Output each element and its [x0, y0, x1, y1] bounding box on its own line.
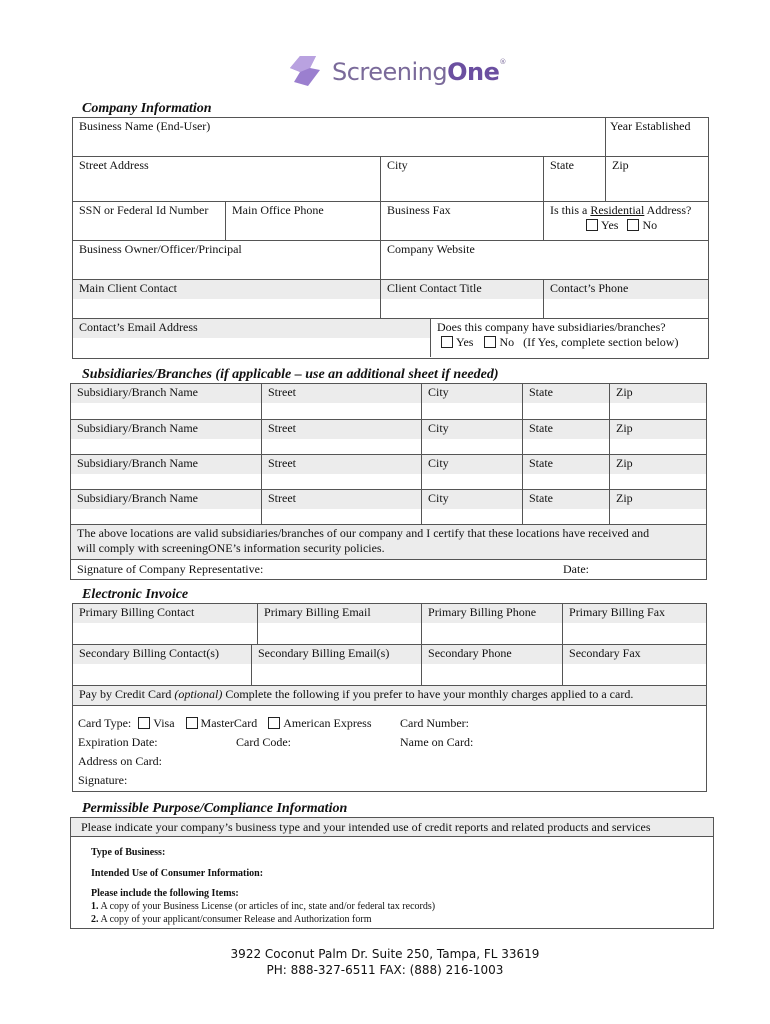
subsidiary-row	[71, 420, 707, 455]
subsidiary-zip-field[interactable]	[610, 490, 707, 525]
subsidiary-row	[71, 490, 707, 525]
business-fax-label: Business Fax	[387, 203, 451, 217]
subsidiaries-no-checkbox[interactable]	[484, 336, 496, 348]
subsidiary-state-field[interactable]	[523, 490, 610, 525]
include-item-2-number: 2.	[91, 914, 99, 925]
subsidiary-name-field[interactable]	[71, 384, 262, 420]
secondary-billing-email-label: Secondary Billing Email(s)	[252, 645, 421, 664]
subsidiary-name-field[interactable]	[71, 490, 262, 525]
subsidiary-zip-field[interactable]	[610, 420, 707, 455]
subsidiary-street-label: Street	[262, 384, 421, 403]
intended-use-label[interactable]: Intended Use of Consumer Information:	[91, 868, 264, 879]
subsidiary-name-label: Subsidiary/Branch Name	[71, 420, 261, 439]
subsidiary-name-label: Subsidiary/Branch Name	[71, 490, 261, 509]
compliance-intro: Please indicate your company’s business type and your intended use of credit reports and related products and services	[71, 818, 713, 837]
primary-billing-email-field[interactable]	[258, 604, 422, 645]
primary-billing-fax-field[interactable]	[563, 604, 707, 645]
secondary-phone-label: Secondary Phone	[422, 645, 562, 664]
subsidiary-state-field[interactable]	[523, 420, 610, 455]
logo-wordmark: ScreeningOne®	[332, 58, 506, 86]
subsidiary-zip-label: Zip	[610, 384, 706, 403]
state-label: State	[550, 158, 574, 172]
subsidiaries-options	[441, 335, 678, 350]
contact-phone-label: Contact’s Phone	[544, 280, 708, 299]
subsidiary-state-label: State	[523, 420, 609, 439]
contact-title-label: Client Contact Title	[381, 280, 543, 299]
subsidiary-city-field[interactable]	[422, 455, 523, 490]
main-phone-label: Main Office Phone	[232, 203, 324, 217]
primary-billing-fax-label: Primary Billing Fax	[563, 604, 706, 623]
credit-card-instructions	[73, 686, 707, 706]
main-contact-label: Main Client Contact	[73, 280, 380, 299]
subsidiary-name-field[interactable]	[71, 455, 262, 490]
subsidiary-city-field[interactable]	[422, 420, 523, 455]
secondary-fax-label: Secondary Fax	[563, 645, 706, 664]
subsidiary-state-label: State	[523, 455, 609, 474]
subsidiary-zip-label: Zip	[610, 455, 706, 474]
subsidiary-row	[71, 455, 707, 490]
include-item-1-text: A copy of your Business License (or articles of inc, state and/or federal tax records)	[100, 901, 436, 912]
company-logo	[286, 50, 506, 94]
secondary-billing-contact-field[interactable]	[73, 645, 252, 686]
certification-line-2: will comply with screeningONE’s information security policies.	[77, 541, 385, 555]
include-item-2	[91, 914, 372, 925]
subsidiary-state-label: State	[523, 384, 609, 403]
subsidiary-name-label: Subsidiary/Branch Name	[71, 384, 261, 403]
amex-checkbox[interactable]	[268, 717, 280, 729]
subsidiary-zip-field[interactable]	[610, 384, 707, 420]
company-info-title: Company Information	[82, 101, 212, 116]
year-established-field[interactable]	[606, 118, 709, 157]
pay-by-card-label: Pay by Credit Card	[79, 687, 175, 701]
owner-label: Business Owner/Officer/Principal	[79, 242, 242, 256]
residential-yes-label: Yes	[601, 218, 619, 232]
business-name-field[interactable]	[73, 118, 606, 157]
residential-yes-checkbox[interactable]	[586, 219, 598, 231]
type-of-business-label[interactable]: Type of Business:	[91, 847, 166, 858]
mastercard-label: MasterCard	[200, 716, 258, 730]
pay-by-card-note: Complete the following if you prefer to have your monthly charges applied to a card.	[222, 687, 634, 701]
footer-phone: PH: 888-327-6511 FAX: (888) 216-1003	[266, 963, 504, 977]
visa-label: Visa	[153, 716, 175, 730]
street-address-field[interactable]	[73, 157, 381, 202]
subsidiary-city-label: City	[422, 384, 522, 403]
subsidiary-state-field[interactable]	[523, 455, 610, 490]
card-code-label[interactable]: Card Code:	[236, 735, 291, 749]
card-number-label[interactable]: Card Number:	[400, 716, 469, 730]
include-items-heading: Please include the following Items:	[91, 888, 239, 899]
representative-signature-field[interactable]	[71, 560, 707, 580]
subsidiaries-yes-label: Yes	[456, 335, 474, 349]
zip-field[interactable]	[606, 157, 709, 202]
include-item-1-number: 1.	[91, 901, 99, 912]
subsidiary-city-field[interactable]	[422, 490, 523, 525]
company-info-table	[72, 117, 709, 359]
secondary-billing-email-field[interactable]	[252, 645, 422, 686]
subsidiary-street-field[interactable]	[262, 420, 422, 455]
residential-no-checkbox[interactable]	[627, 219, 639, 231]
credit-card-details	[73, 706, 707, 792]
subsidiary-street-field[interactable]	[262, 490, 422, 525]
residential-address-field	[544, 202, 709, 241]
certification-line-1: The above locations are valid subsidiaries/branches of our company and I certify that these locations have received and	[77, 526, 650, 540]
certification-text	[71, 525, 707, 560]
subsidiary-city-field[interactable]	[422, 384, 523, 420]
website-field[interactable]	[381, 241, 709, 280]
compliance-box	[70, 817, 714, 929]
card-type-label: Card Type:	[78, 716, 132, 730]
contact-title-field[interactable]	[381, 280, 544, 319]
owner-field[interactable]	[73, 241, 381, 280]
screeningone-logo-icon	[286, 52, 326, 92]
optional-label: (optional)	[174, 687, 223, 701]
ssn-label: SSN or Federal Id Number	[79, 203, 209, 217]
main-phone-field[interactable]	[226, 202, 381, 241]
ssn-field[interactable]	[73, 202, 226, 241]
include-item-1	[91, 901, 435, 912]
contact-email-label: Contact’s Email Address	[73, 319, 430, 338]
residential-no-label: No	[642, 218, 658, 232]
address-on-card-label[interactable]: Address on Card:	[78, 754, 162, 768]
secondary-phone-field[interactable]	[422, 645, 563, 686]
subsidiary-street-field[interactable]	[262, 455, 422, 490]
card-type-row	[78, 716, 372, 731]
subsidiaries-title: Subsidiaries/Branches (if applicable – use an additional sheet if needed)	[82, 367, 499, 382]
invoice-table	[72, 603, 707, 792]
primary-billing-phone-field[interactable]	[422, 604, 563, 645]
business-name-label: Business Name (End-User)	[79, 119, 211, 133]
mastercard-checkbox[interactable]	[186, 717, 198, 729]
business-fax-field[interactable]	[381, 202, 544, 241]
residential-word: Residential	[590, 203, 645, 217]
primary-billing-contact-field[interactable]	[73, 604, 258, 645]
subsidiary-zip-field[interactable]	[610, 455, 707, 490]
zip-label: Zip	[612, 158, 629, 172]
subsidiaries-yes-checkbox[interactable]	[441, 336, 453, 348]
name-on-card-label[interactable]: Name on Card:	[400, 735, 474, 749]
secondary-billing-contact-label: Secondary Billing Contact(s)	[73, 645, 251, 664]
amex-label: American Express	[283, 716, 372, 730]
city-label: City	[387, 158, 408, 172]
residential-question-pre: Is this a	[550, 203, 591, 217]
invoice-title: Electronic Invoice	[82, 587, 189, 602]
subsidiaries-question: Does this company have subsidiaries/branches?	[437, 320, 666, 334]
contact-email-field[interactable]	[73, 319, 431, 357]
year-established-label: Year Established	[610, 119, 691, 133]
include-item-2-text: A copy of your applicant/consumer Release and Authorization form	[100, 914, 372, 925]
website-label: Company Website	[387, 242, 475, 256]
subsidiary-zip-label: Zip	[610, 490, 706, 509]
residential-question-post: Address?	[644, 203, 692, 217]
subsidiary-city-label: City	[422, 455, 522, 474]
footer-address: 3922 Coconut Palm Dr. Suite 250, Tampa, FL 33619	[230, 947, 540, 961]
expiration-date-label[interactable]: Expiration Date:	[78, 735, 158, 749]
subsidiary-street-label: Street	[262, 455, 421, 474]
subsidiary-city-label: City	[422, 490, 522, 509]
contact-email-row	[73, 319, 709, 359]
subsidiary-name-label: Subsidiary/Branch Name	[71, 455, 261, 474]
subsidiary-street-label: Street	[262, 420, 421, 439]
subsidiary-zip-label: Zip	[610, 420, 706, 439]
street-address-label: Street Address	[79, 158, 149, 172]
primary-billing-phone-label: Primary Billing Phone	[422, 604, 562, 623]
subsidiary-state-field[interactable]	[523, 384, 610, 420]
city-field[interactable]	[381, 157, 544, 202]
subsidiary-name-field[interactable]	[71, 420, 262, 455]
card-signature-label[interactable]: Signature:	[78, 773, 128, 787]
contact-phone-field[interactable]	[544, 280, 709, 319]
subsidiary-city-label: City	[422, 420, 522, 439]
subsidiary-street-field[interactable]	[262, 384, 422, 420]
representative-signature-label: Signature of Company Representative:	[77, 562, 264, 576]
signature-date-label: Date:	[563, 562, 589, 576]
subsidiaries-no-label: No	[499, 335, 515, 349]
secondary-fax-field[interactable]	[563, 645, 707, 686]
subsidiaries-table	[70, 383, 707, 580]
compliance-title: Permissible Purpose/Compliance Information	[82, 801, 348, 816]
main-contact-field[interactable]	[73, 280, 381, 319]
subsidiary-state-label: State	[523, 490, 609, 509]
primary-billing-email-label: Primary Billing Email	[258, 604, 421, 623]
subsidiary-row	[71, 384, 707, 420]
primary-billing-contact-label: Primary Billing Contact	[73, 604, 257, 623]
subsidiaries-note: (If Yes, complete section below)	[523, 335, 679, 349]
visa-checkbox[interactable]	[138, 717, 150, 729]
subsidiary-street-label: Street	[262, 490, 421, 509]
state-field[interactable]	[544, 157, 606, 202]
